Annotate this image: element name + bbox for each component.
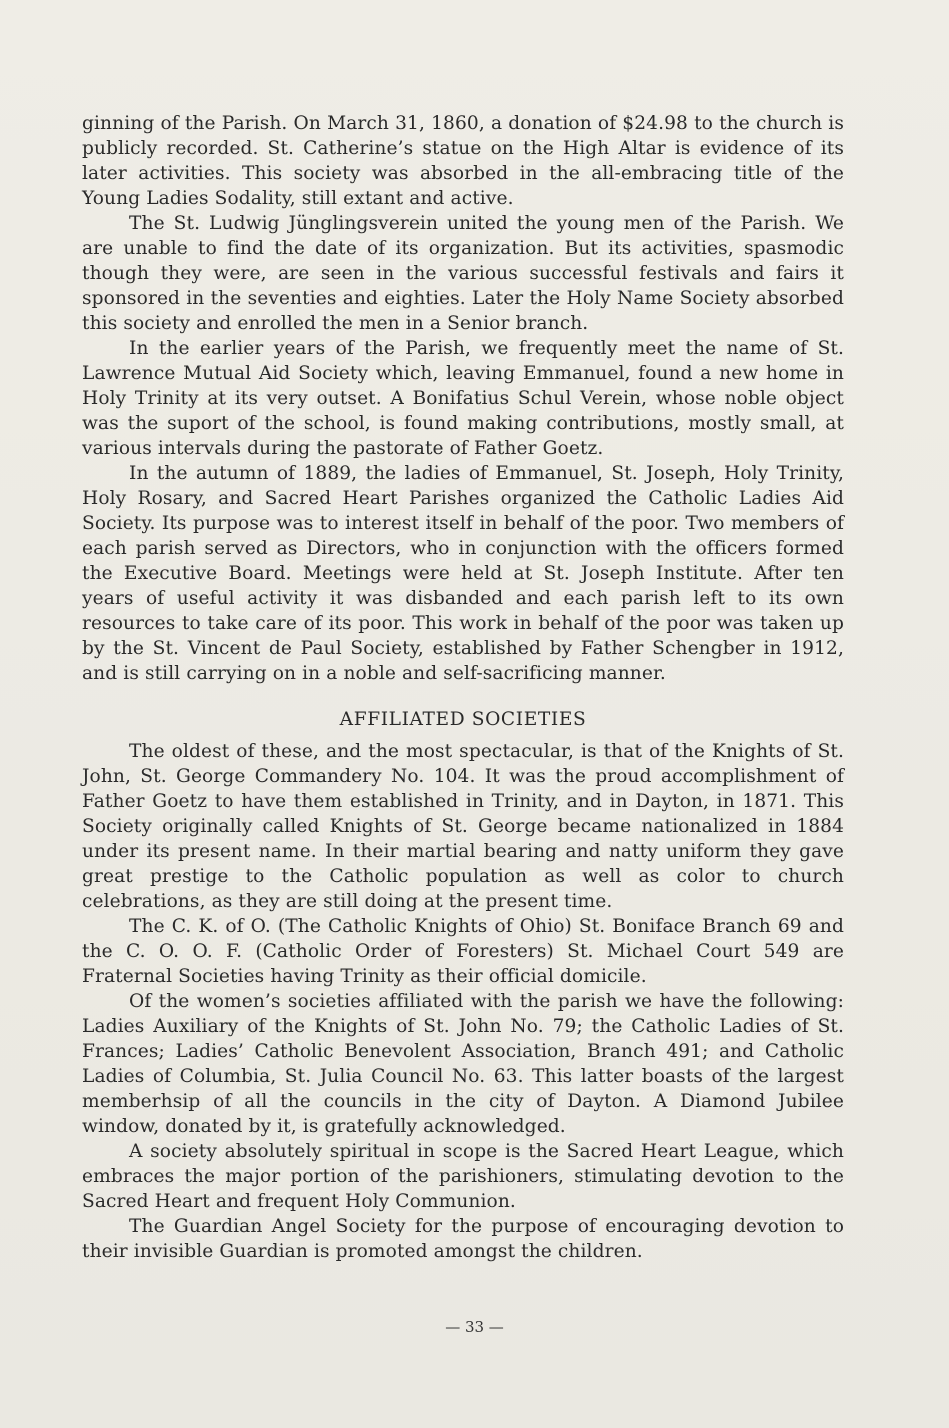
paragraph-sodality-continuation: ginning of the Parish. On March 31, 1860, a donation of $24.98 to the church is publicly recorded. St. Catherine’s statue on the High Altar is evidence of its later activities. This society was absorbed in the all-embracing title of the Young Ladies Sodality, still extant and active. xyxy=(82,113,844,209)
paragraph-mutual-aid: In the earlier years of the Parish, we frequently meet the name of St. Lawrence Mutual Aid Society which, leaving Emmanuel, found a new home in Holy Trinity at its very outset. A Bonifatius Schul Verein, whose noble object was the suport of the school, is found making contributions, mostly small, at various intervals during the pastorate of Father Goetz. xyxy=(82,338,844,459)
paragraph-ladies-aid: In the autumn of 1889, the ladies of Emmanuel, St. Joseph, Holy Trinity, Holy Rosary, and Sacred Heart Parishes organized the Catholic Ladies Aid Society. Its purpose was to interest itself in behalf of the poor. Two members of each parish served as Directors, who in conjunction with the officers formed the Executive Board. Meetings were held at St. Joseph Institute. After ten years of useful activity it was disbanded and each parish left to its own resources to take care of its poor. This work in behalf of the poor was taken up by the St. Vincent de Paul Society, established by Father Schengber in 1912, and is still carrying on in a noble and self-sacrificing manner. xyxy=(82,463,844,684)
paragraph-sacred-heart-league: A society absolutely spiritual in scope is the Sacred Heart League, which embraces the major portion of the parishioners, stimulating devotion to the Sacred Heart and frequent Holy Communion. xyxy=(82,1141,844,1212)
paragraph-knights-of-st-john: The oldest of these, and the most spectacular, is that of the Knights of St. John, St. George Commandery No. 104. It was the proud accomplishment of Father Goetz to have them established in Trinity, and in Dayton, in 1871. This Society originally called Knights of St. George became nationalized in 1884 under its present name. In their martial bearing and natty uniform they gave great prestige to the Catholic population as well as color to church celebrations, as they are still doing at the present time. xyxy=(82,741,844,912)
paragraph-junglingsverein: The St. Ludwig Jünglingsverein united the young men of the Parish. We are unable to find the date of its organization. But its activities, spasmodic though they were, are seen in the various successful festivals and fairs it sponsored in the seventies and eighties. Later the Holy Name Society absorbed this society and enrolled the men in a Senior branch. xyxy=(82,213,844,334)
section-heading-affiliated-societies: AFFILIATED SOCIETIES xyxy=(339,709,587,730)
paragraph-womens-societies: Of the women’s societies affiliated with the parish we have the following: Ladies Auxiliary of the Knights of St. John No. 79; the Catholic Ladies of St. Frances; Ladies’ Catholic Benevolent Association, Branch 491; and Catholic Ladies of Columbia, St. Julia Council No. 63. This latter boasts of the largest memberhsip of all the councils in the city of Dayton. A Diamond Jubilee window, donated by it, is gratefully acknowledged. xyxy=(82,991,844,1137)
paragraph-fraternal-societies: The C. K. of O. (The Catholic Knights of Ohio) St. Boniface Branch 69 and the C. O. O. F. (Catholic Order of Foresters) St. Michael Court 549 are Fraternal Societies having Trinity as their official domicile. xyxy=(82,916,844,987)
paragraph-guardian-angel: The Guardian Angel Society for the purpose of encouraging devotion to their invisible Guardian is promoted amongst the children. xyxy=(82,1216,844,1262)
body-text xyxy=(82,111,844,1264)
page-number: — 33 — xyxy=(445,1318,504,1336)
